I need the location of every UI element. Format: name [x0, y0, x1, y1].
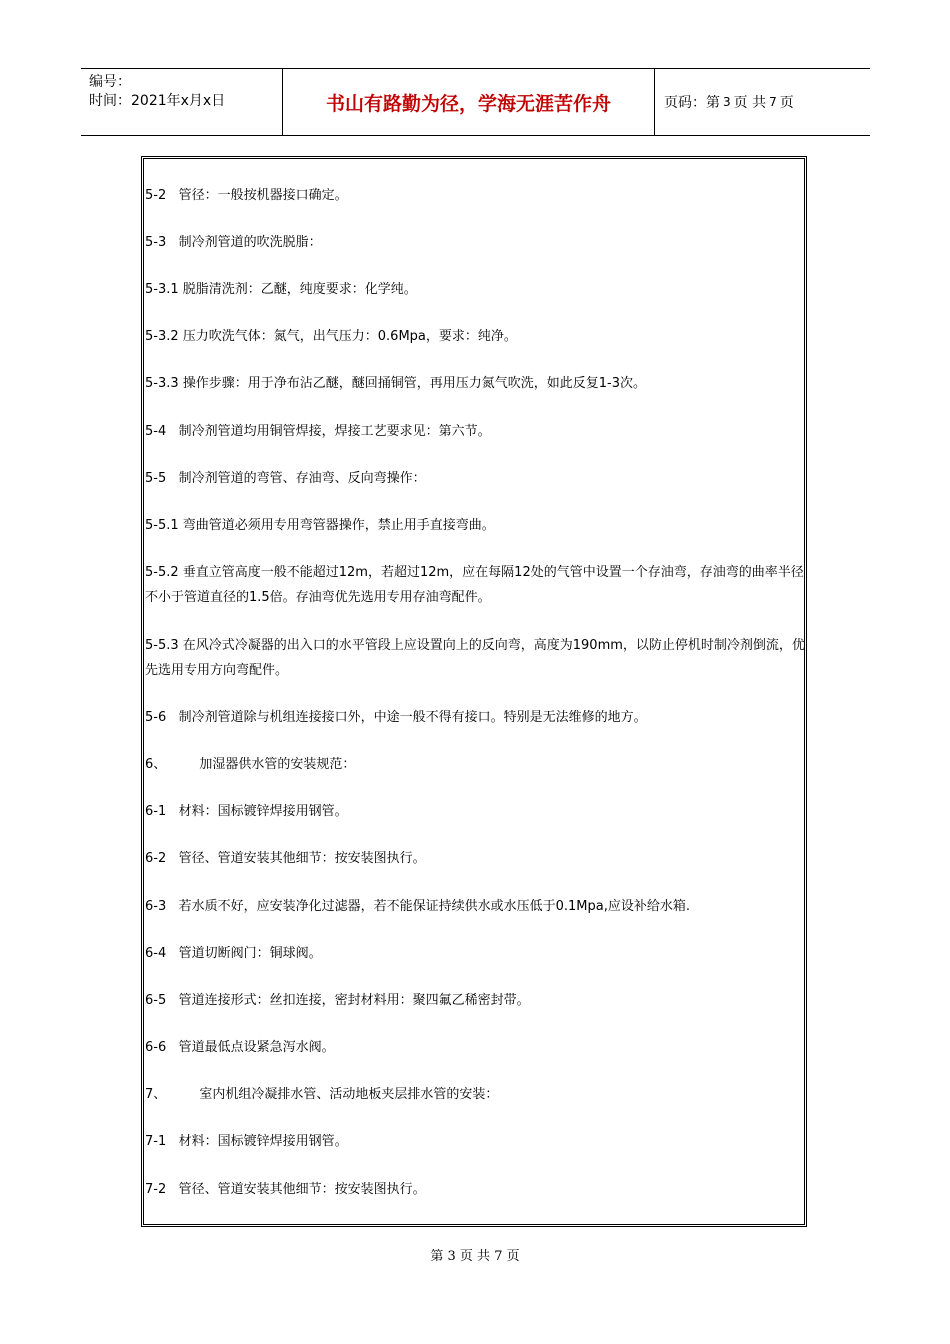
paragraph: 5-3.2 压力吹洗气体：氮气，出气压力：0.6Mpa，要求：纯净。 — [145, 329, 517, 344]
page-mid: 页 共 — [733, 95, 767, 111]
page-total: 7 — [769, 95, 777, 109]
paragraph: 6-5 管道连接形式：丝扣连接，密封材料用：聚四氟乙稀密封带。 — [145, 993, 530, 1008]
motto: 书山有路勤为径，学海无涯苦作舟 — [282, 69, 655, 135]
page-prefix: 页码：第 — [664, 95, 720, 111]
header-meta — [81, 69, 282, 135]
paragraph: 6-2 管径、管道安装其他细节：按安装图执行。 — [145, 851, 426, 866]
number-label: 编号： — [89, 74, 131, 90]
paragraph: 6-3 若水质不好，应安装净化过滤器，若不能保证持续供水或水压低于0.1Mpa,应设补给水箱. — [145, 899, 691, 914]
paragraph: 7-1 材料：国标镀锌焊接用钢管。 — [145, 1134, 348, 1149]
paragraph: 6-4 管道切断阀门：铜球阀。 — [145, 946, 322, 961]
paragraph: 7-2 管径、管道安装其他细节：按安装图执行。 — [145, 1182, 426, 1197]
paragraph: 5-3 制冷剂管道的吹洗脱脂： — [145, 235, 322, 250]
paragraph: 5-5.3 在风冷式冷凝器的出入口的水平管段上应设置向上的反向弯，高度为190mm，以防止停机时制冷剂倒流，优先选用专用方向弯配件。 — [145, 638, 805, 678]
paragraph: 5-5 制冷剂管道的弯管、存油弯、反向弯操作： — [145, 471, 426, 486]
paragraph: 6、 加湿器供水管的安装规范： — [145, 757, 356, 772]
paragraph: 6-1 材料：国标镀锌焊接用钢管。 — [145, 804, 348, 819]
paragraph: 5-4 制冷剂管道均用铜管焊接，焊接工艺要求见：第六节。 — [145, 424, 491, 439]
page-current: 3 — [723, 95, 731, 109]
paragraph: 5-3.1 脱脂清洗剂：乙醚，纯度要求：化学纯。 — [145, 282, 417, 297]
paragraph: 6-6 管道最低点设紧急泻水阀。 — [145, 1040, 335, 1055]
paragraph: 7、 室内机组冷凝排水管、活动地板夹层排水管的安装： — [145, 1087, 499, 1102]
page-indicator — [655, 69, 870, 135]
page-header — [81, 68, 870, 136]
time-label: 时间：2021年x月x日 — [89, 93, 226, 109]
paragraph: 5-2 管径：一般按机器接口确定。 — [145, 188, 348, 203]
page-footer: 第 3 页 共 7 页 — [430, 1249, 520, 1264]
content-frame — [141, 156, 807, 1227]
paragraph: 5-3.3 操作步骤：用于净布沾乙醚，醚回捅铜管，再用压力氮气吹洗，如此反复1-3次。 — [145, 376, 647, 391]
paragraph: 5-5.1 弯曲管道必须用专用弯管器操作，禁止用手直接弯曲。 — [145, 518, 495, 533]
page-suffix: 页 — [779, 95, 794, 111]
paragraph: 5-6 制冷剂管道除与机组连接接口外，中途一般不得有接口。特别是无法维修的地方。 — [145, 710, 647, 725]
paragraph: 5-5.2 垂直立管高度一般不能超过12m，若超过12m，应在每隔12处的气管中设置一个存油弯，存油弯的曲率半径不小于管道直径的1.5倍。存油弯优先选用专用存油弯配件。 — [145, 565, 804, 605]
